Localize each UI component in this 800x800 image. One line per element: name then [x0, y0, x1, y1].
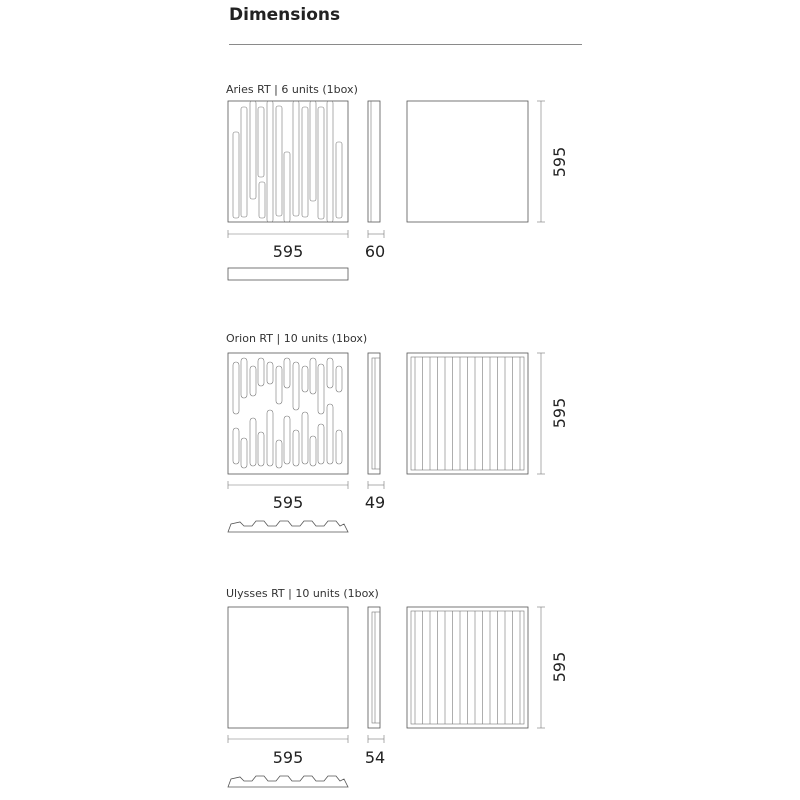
aries-dimension-lines	[228, 101, 545, 238]
product-caption-ulysses: Ulysses RT | 10 units (1box)	[226, 587, 379, 600]
orion-top-view	[228, 521, 348, 532]
depth-dimension-aries: 60	[364, 242, 386, 261]
height-dimension-ulysses: 595	[550, 651, 569, 683]
aries-front-view	[228, 101, 348, 222]
orion-back-view	[407, 353, 528, 474]
height-dimension-aries: 595	[550, 146, 569, 178]
depth-dimension-orion: 49	[364, 493, 386, 512]
height-dimension-orion: 595	[550, 397, 569, 429]
aries-top-view	[228, 268, 348, 280]
depth-dimension-ulysses: 54	[364, 748, 386, 767]
width-dimension-aries: 595	[272, 242, 304, 261]
ulysses-top-view	[228, 776, 348, 787]
product-caption-aries: Aries RT | 6 units (1box)	[226, 83, 358, 96]
ulysses-side-view	[368, 607, 380, 728]
page-title: Dimensions	[229, 5, 341, 25]
ulysses-back-view	[407, 607, 528, 728]
aries-back-view	[407, 101, 528, 222]
orion-front-view	[228, 353, 348, 474]
width-dimension-ulysses: 595	[272, 748, 304, 767]
aries-side-view	[368, 101, 380, 222]
width-dimension-orion: 595	[272, 493, 304, 512]
product-caption-orion: Orion RT | 10 units (1box)	[226, 332, 368, 345]
orion-side-view	[368, 353, 380, 474]
ulysses-front-view	[228, 607, 348, 728]
